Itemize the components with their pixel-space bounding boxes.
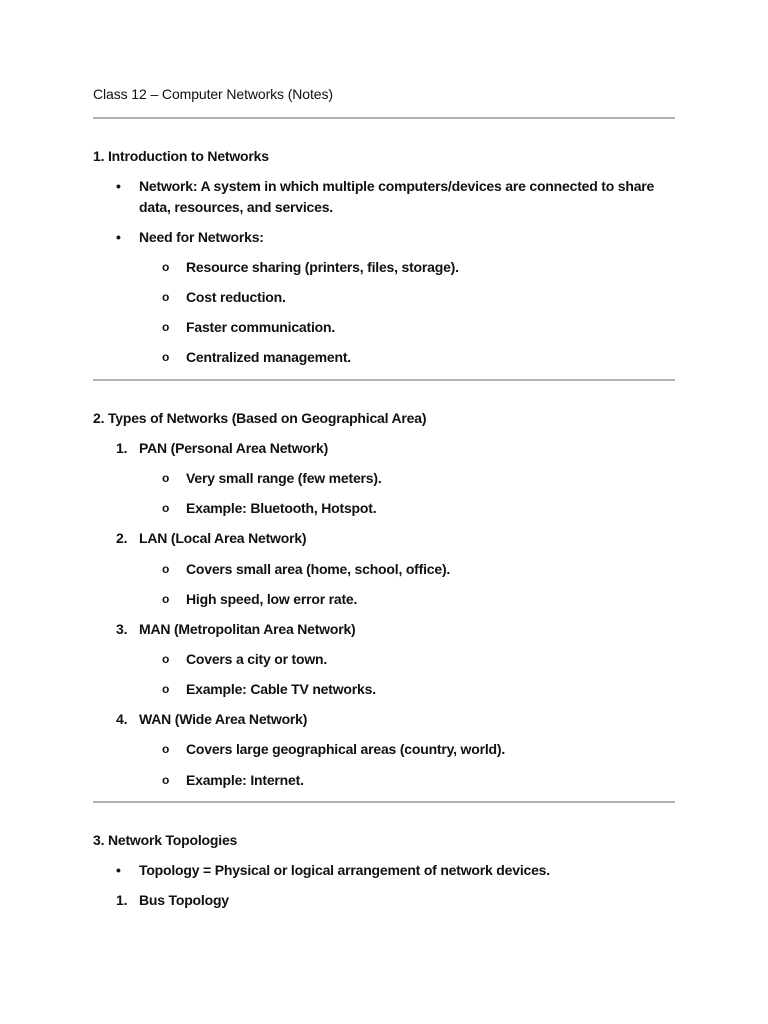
page-title: Class 12 – Computer Networks (Notes) xyxy=(93,86,333,102)
sub-list-item: Example: Internet. xyxy=(186,772,304,788)
sub-bullet-marker: o xyxy=(162,773,170,787)
numbered-marker: 1. xyxy=(116,892,128,908)
numbered-marker: 2. xyxy=(116,530,128,546)
bullet-marker: • xyxy=(116,178,121,194)
numbered-marker: 4. xyxy=(116,711,128,727)
sub-list-item: Example: Cable TV networks. xyxy=(186,681,376,697)
bullet-marker: • xyxy=(116,229,121,245)
numbered-item: LAN (Local Area Network) xyxy=(139,530,307,546)
sub-bullet-marker: o xyxy=(162,682,170,696)
sub-bullet-marker: o xyxy=(162,652,170,666)
numbered-item: Bus Topology xyxy=(139,892,229,908)
sub-bullet-marker: o xyxy=(162,260,170,274)
section-heading: 3. Network Topologies xyxy=(93,832,238,848)
section-heading: 2. Types of Networks (Based on Geographical Area) xyxy=(93,410,427,426)
sub-list-item: Example: Bluetooth, Hotspot. xyxy=(186,500,377,516)
list-item: Network: A system in which multiple computers/devices are connected to share data, resources, and services. xyxy=(139,178,655,215)
divider xyxy=(93,801,675,803)
list-item: Need for Networks: xyxy=(139,229,264,245)
sub-bullet-marker: o xyxy=(162,592,170,606)
sub-bullet-marker: o xyxy=(162,742,170,756)
section-heading: 1. Introduction to Networks xyxy=(93,148,269,164)
divider xyxy=(93,379,675,381)
sub-list-item: High speed, low error rate. xyxy=(186,591,358,607)
sub-list-item: Very small range (few meters). xyxy=(186,470,382,486)
numbered-marker: 3. xyxy=(116,621,128,637)
numbered-item: WAN (Wide Area Network) xyxy=(139,711,308,727)
sub-list-item: Resource sharing (printers, files, storage). xyxy=(186,259,459,275)
numbered-item: PAN (Personal Area Network) xyxy=(139,440,329,456)
sub-bullet-marker: o xyxy=(162,290,170,304)
sub-list-item: Centralized management. xyxy=(186,349,351,365)
sub-bullet-marker: o xyxy=(162,350,170,364)
sub-list-item: Faster communication. xyxy=(186,319,336,335)
sub-list-item: Covers a city or town. xyxy=(186,651,328,667)
sub-bullet-marker: o xyxy=(162,471,170,485)
sub-bullet-marker: o xyxy=(162,562,170,576)
sub-bullet-marker: o xyxy=(162,320,170,334)
sub-list-item: Cost reduction. xyxy=(186,289,286,305)
sub-list-item: Covers large geographical areas (country, world). xyxy=(186,741,506,757)
sub-list-item: Covers small area (home, school, office). xyxy=(186,561,451,577)
sub-bullet-marker: o xyxy=(162,501,170,515)
numbered-item: MAN (Metropolitan Area Network) xyxy=(139,621,356,637)
list-item: Topology = Physical or logical arrangement of network devices. xyxy=(139,862,550,878)
divider xyxy=(93,117,675,119)
bullet-marker: • xyxy=(116,862,121,878)
numbered-marker: 1. xyxy=(116,440,128,456)
